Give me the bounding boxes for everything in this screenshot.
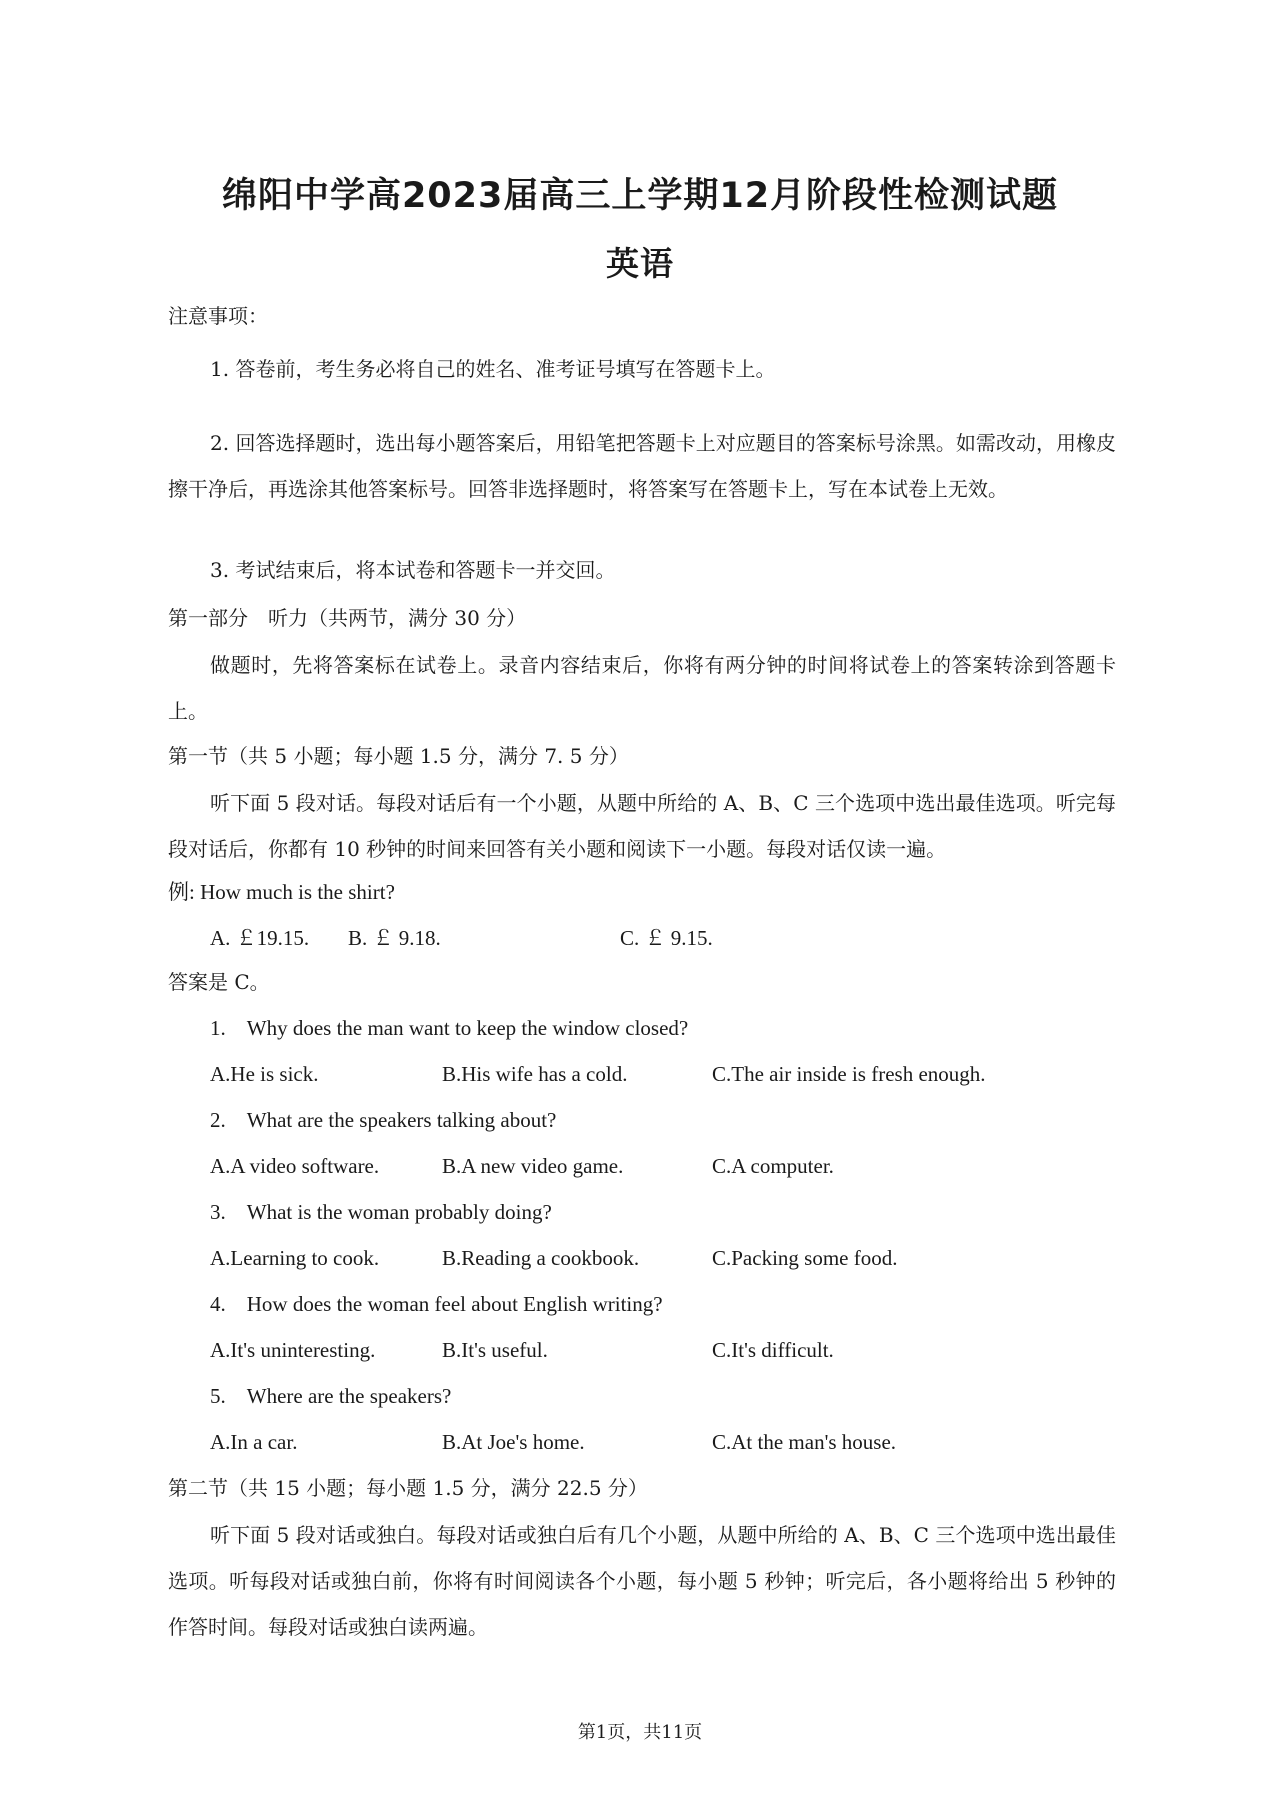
example-option-b: B. ￡ 9.18. (348, 926, 441, 950)
q2-option-b: B.A new video game. (442, 1154, 624, 1178)
section2-intro: 听下面 5 段对话或独白。每段对话或独白后有几个小题，从题中所给的 A、B、C 三个选项中选出最佳选项。听每段对话或独白前，你将有时间阅读各个小题，每小题 5 秒钟；听完后，各小题将给出 5 秒钟的作答时间。每段对话或独白读两遍。 (168, 1523, 1116, 1639)
note-3: 3. 考试结束后，将本试卷和答题卡一并交回。 (210, 558, 616, 582)
part1-intro: 做题时，先将答案标在试卷上。录音内容结束后，你将有两分钟的时间将试卷上的答案转涂到答题卡上。 (168, 653, 1116, 723)
example-option-c: C. ￡ 9.15. (620, 926, 713, 950)
question-3: 3. What is the woman probably doing? (210, 1200, 552, 1224)
q5-option-c: C.At the man's house. (712, 1430, 897, 1454)
q1-option-b: B.His wife has a cold. (442, 1062, 628, 1086)
page-footer: 第1页，共11页 (577, 1722, 703, 1743)
note-1: 1. 答卷前，考生务必将自己的姓名、准考证号填写在答题卡上。 (210, 357, 776, 381)
q2-option-a: A.A video software. (210, 1154, 380, 1178)
notes-heading: 注意事项： (168, 304, 268, 328)
q3-option-a: A.Learning to cook. (210, 1246, 380, 1270)
q1-option-c: C.The air inside is fresh enough. (712, 1062, 986, 1086)
q3-option-c: C.Packing some food. (712, 1246, 898, 1270)
part1-heading: 第一部分 听力（共两节，满分 30 分） (168, 606, 527, 630)
exam-subject: 英语 (606, 244, 674, 283)
q4-option-c: C.It's difficult. (712, 1338, 834, 1362)
section1-heading: 第一节（共 5 小题；每小题 1.5 分，满分 7. 5 分） (168, 744, 629, 768)
q5-option-a: A.In a car. (210, 1430, 298, 1454)
question-5: 5. Where are the speakers? (210, 1384, 452, 1408)
q5-option-b: B.At Joe's home. (442, 1430, 585, 1454)
q2-option-c: C.A computer. (712, 1154, 834, 1178)
q4-option-b: B.It's useful. (442, 1338, 548, 1362)
section2-heading: 第二节（共 15 小题；每小题 1.5 分，满分 22.5 分） (168, 1476, 648, 1500)
q4-option-a: A.It's uninteresting. (210, 1338, 376, 1362)
question-4: 4. How does the woman feel about English writing? (210, 1292, 663, 1316)
note-2: 2. 回答选择题时，选出每小题答案后，用铅笔把答题卡上对应题目的答案标号涂黑。如需改动，用橡皮擦干净后，再选涂其他答案标号。回答非选择题时，将答案写在答题卡上，写在本试卷上无效。 (168, 431, 1116, 501)
example-question: 例: How much is the shirt? (168, 880, 395, 904)
question-2: 2. What are the speakers talking about? (210, 1108, 557, 1132)
exam-title: 绵阳中学高2023届高三上学期12月阶段性检测试题 (221, 176, 1059, 216)
question-1: 1. Why does the man want to keep the window closed? (210, 1016, 689, 1040)
q3-option-b: B.Reading a cookbook. (442, 1246, 640, 1270)
example-answer: 答案是 C。 (168, 970, 270, 994)
section1-intro: 听下面 5 段对话。每段对话后有一个小题，从题中所给的 A、B、C 三个选项中选出最佳选项。听完每段对话后，你都有 10 秒钟的时间来回答有关小题和阅读下一小题。每段对话仅读一遍。 (168, 791, 1116, 861)
example-option-a: A. ￡19.15. (210, 926, 310, 950)
q1-option-a: A.He is sick. (210, 1062, 319, 1086)
